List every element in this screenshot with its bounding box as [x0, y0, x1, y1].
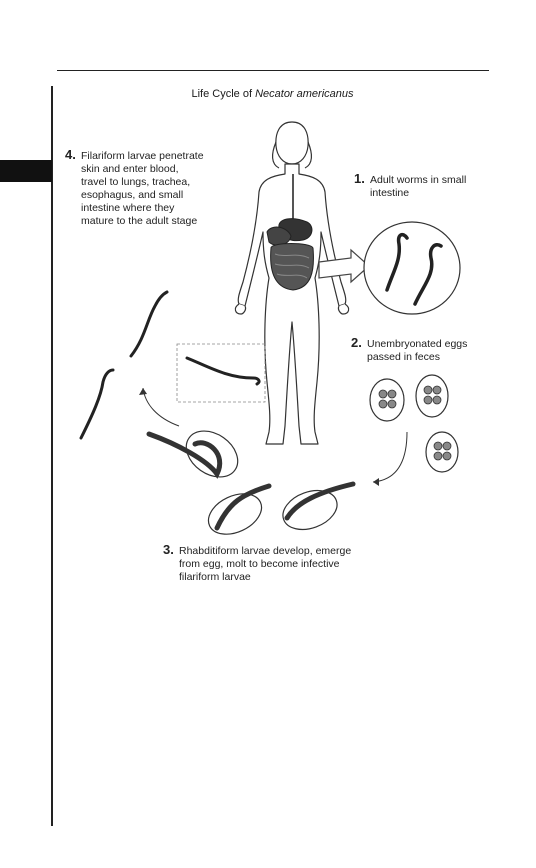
arrow-to-filariform	[143, 388, 179, 426]
step-3-text: Rhabditiform larvae develop, emerge from egg, molt to become infective filariform larvae	[179, 545, 352, 583]
rhabditiform-larvae	[149, 422, 353, 543]
step-1-label	[354, 171, 484, 200]
step-4-label	[65, 147, 205, 228]
step-4-number: 4.	[65, 147, 76, 162]
chapter-tab	[0, 160, 52, 182]
arrow-eggs-to-larvae	[373, 432, 407, 482]
figure-title	[57, 88, 488, 100]
step-2-number: 2.	[351, 335, 362, 350]
page-side-rule	[51, 86, 53, 826]
eggs	[370, 375, 458, 472]
life-cycle-figure	[57, 82, 488, 610]
step-1-text: Adult worms in small intestine	[370, 174, 467, 199]
step-2-label	[351, 335, 491, 364]
step-4-text: Filariform larvae penetrate skin and enter blood, travel to lungs, trachea, esophagus, and small intestine where they mature to the adult stage	[81, 150, 204, 227]
page-top-rule	[57, 70, 489, 71]
adult-worms-magnified	[364, 222, 460, 314]
step-1-number: 1.	[354, 171, 365, 186]
step-3-label	[163, 542, 363, 584]
step-3-number: 3.	[163, 542, 174, 557]
figure-title-species: Necator americanus	[255, 88, 354, 100]
figure-title-prefix: Life Cycle of	[191, 88, 256, 100]
step-2-text: Unembryonated eggs passed in feces	[367, 338, 468, 363]
filariform-larvae	[81, 292, 167, 438]
